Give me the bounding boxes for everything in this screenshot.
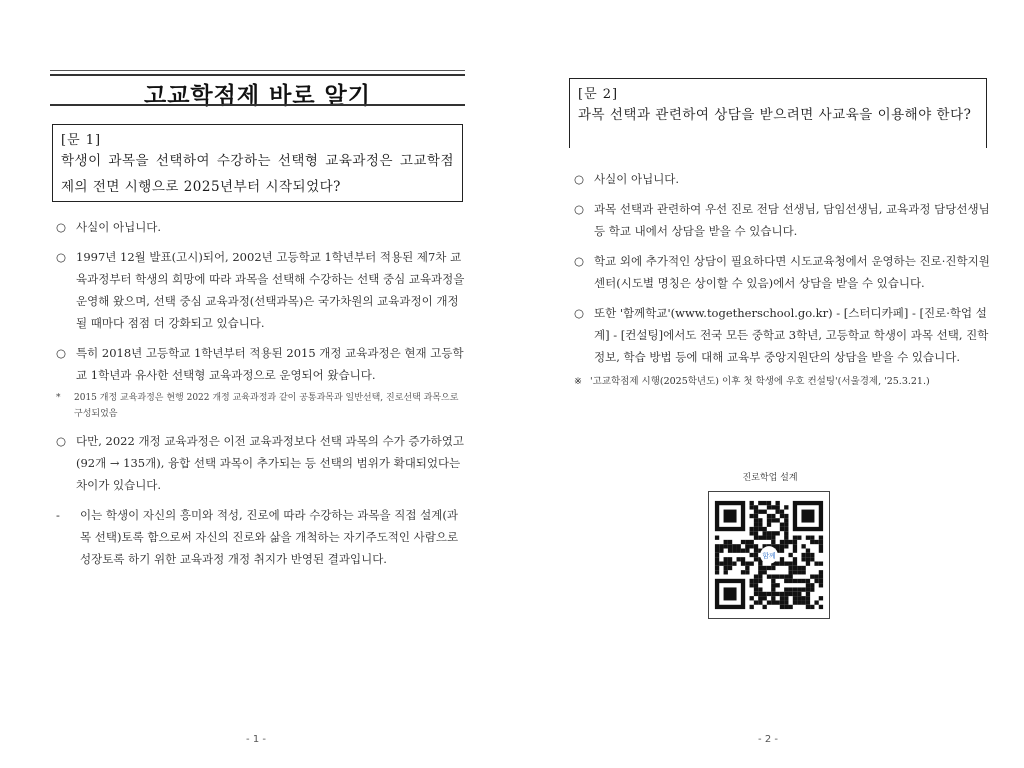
qr-finder-bottom-left bbox=[715, 579, 745, 609]
answer-paragraph bbox=[56, 390, 466, 422]
answer-paragraph bbox=[56, 430, 466, 496]
page-number: - 1 - bbox=[246, 734, 266, 745]
bullet-marker: ○ bbox=[56, 220, 67, 234]
question-2-text: 과목 선택과 관련하여 상담을 받으려면 사교육을 이용해야 한다? bbox=[578, 107, 972, 123]
answer-1-blocks bbox=[56, 208, 466, 570]
answer-paragraph bbox=[56, 504, 466, 570]
answer-paragraph bbox=[56, 246, 466, 334]
answer-paragraph-text: 특히 2018년 고등학교 1학년부터 적용된 2015 개정 교육과정은 현재 고등학교 1학년과 유사한 선택형 교육과정으로 운영되어 왔습니다. bbox=[76, 346, 464, 382]
note-marker: * bbox=[56, 393, 61, 403]
bullet-marker: ○ bbox=[56, 346, 67, 360]
answer-paragraph bbox=[574, 250, 994, 294]
answer-paragraph bbox=[56, 342, 466, 386]
qr-finder-top-left bbox=[715, 501, 745, 531]
answer-paragraph bbox=[574, 374, 994, 390]
bullet-marker: ○ bbox=[574, 202, 585, 216]
document-title: 고교학점제 바로 알기 bbox=[144, 83, 371, 109]
title-rule-bottom bbox=[50, 104, 465, 106]
question-1-box bbox=[52, 124, 463, 202]
answer-paragraph-text: 다만, 2022 개정 교육과정은 이전 교육과정보다 선택 과목의 수가 증가하였고(92개 → 135개), 융합 선택 과목이 추가되는 등 선택의 범위가 확대되었다는 차이가 있습니다. bbox=[76, 434, 464, 492]
document-title-banner bbox=[50, 70, 465, 109]
page-2 bbox=[512, 0, 1024, 768]
qr-code[interactable] bbox=[708, 491, 830, 619]
dash-marker: - bbox=[56, 508, 60, 522]
note-marker: ※ bbox=[574, 376, 582, 387]
answer-paragraph-text: 사실이 아닙니다. bbox=[76, 220, 162, 234]
answer-paragraph bbox=[574, 302, 994, 368]
answer-paragraph bbox=[574, 168, 994, 190]
answer-paragraph-text: 학교 외에 추가적인 상담이 필요하다면 시도교육청에서 운영하는 진로·진학지원센터(시도별 명칭은 상이할 수 있음)에서 상담을 받을 수 있습니다. bbox=[594, 254, 990, 290]
title-rule-top-thick bbox=[50, 74, 465, 76]
bullet-marker: ○ bbox=[574, 254, 585, 268]
answer-paragraph-text: 1997년 12월 발표(고시)되어, 2002년 고등학교 1학년부터 적용된 제7차 교육과정부터 학생의 희망에 따라 과목을 선택해 수강하는 선택 중심 교육과정을 운영해 왔으며, 선택 중심 교육과정(선택과목)은 국가차원의 교육과정이 개정될 때마다 점점 더 강화되고 있습니다. bbox=[76, 250, 465, 330]
bullet-marker: ○ bbox=[56, 250, 67, 264]
answer-paragraph-text: 사실이 아닙니다. bbox=[594, 172, 680, 186]
title-rule-top bbox=[50, 70, 465, 71]
answer-2-blocks bbox=[574, 160, 994, 390]
answer-paragraph-text: '고교학점제 시행(2025학년도) 이후 첫 학생에 우호 컨설팅'(서울경제, '25.3.21.) bbox=[590, 376, 930, 387]
page-number: - 2 - bbox=[758, 734, 778, 745]
answer-paragraph bbox=[56, 216, 466, 238]
question-2-box bbox=[569, 78, 987, 148]
question-2-label: [문 2] bbox=[578, 87, 619, 102]
question-1-label: [문 1] bbox=[61, 133, 102, 148]
answer-paragraph-text: 또한 '함께학교'(www.togetherschool.go.kr) - [스터디카페] - [진로·학업 설계] - [컨설팅]에서도 전국 모든 중학교 3학년, 고등학교 학생이 과목 선택, 진학 정보, 학습 방법 등에 대해 교육부 중앙지원단의 상담을 받을 수 있습니다. bbox=[594, 306, 989, 364]
bullet-marker: ○ bbox=[574, 172, 585, 186]
qr-finder-top-right bbox=[793, 501, 823, 531]
qr-center-logo-text: 함께 bbox=[762, 551, 776, 560]
answer-paragraph bbox=[574, 198, 994, 242]
answer-paragraph-text: 2015 개정 교육과정은 현행 2022 개정 교육과정과 같이 공통과목과 일반선택, 진로선택 과목으로 구성되었음 bbox=[74, 393, 459, 419]
question-1-text: 학생이 과목을 선택하여 수강하는 선택형 교육과정은 고교학점제의 전면 시행으로 2025년부터 시작되었다? bbox=[61, 153, 454, 195]
bullet-marker: ○ bbox=[574, 306, 585, 320]
answer-paragraph-text: 이는 학생이 자신의 흥미와 적성, 진로에 따라 수강하는 과목을 직접 설계(과목 선택)토록 함으로써 자신의 진로와 삶을 개척하는 자기주도적인 사람으로 성장토록 하기 위한 교육과정 개정 취지가 반영된 결과입니다. bbox=[80, 508, 459, 566]
answer-paragraph-text: 과목 선택과 관련하여 우선 진로 전담 선생님, 담임선생님, 교육과정 담당선생님 등 학교 내에서 상담을 받을 수 있습니다. bbox=[594, 202, 990, 238]
bullet-marker: ○ bbox=[56, 434, 67, 448]
qr-section bbox=[708, 470, 832, 619]
qr-label: 진로학업 설계 bbox=[742, 473, 798, 483]
